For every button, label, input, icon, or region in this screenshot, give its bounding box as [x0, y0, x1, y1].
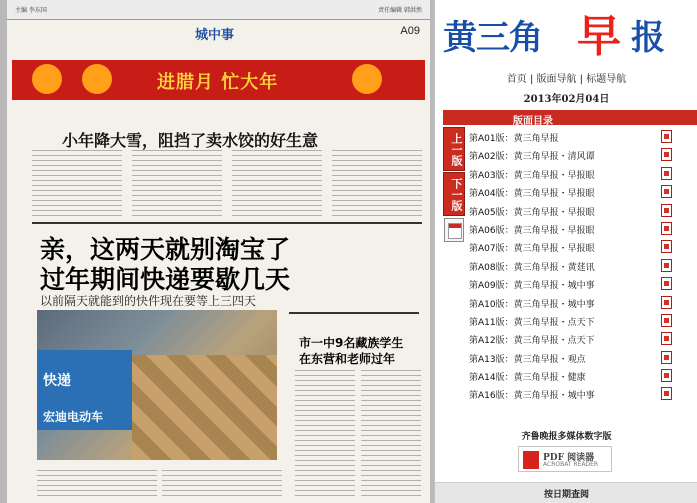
nav-separator: | [526, 74, 537, 85]
directory-list [467, 128, 697, 404]
article-2-photo [37, 310, 277, 460]
pdf-download-icon[interactable] [661, 296, 672, 309]
article-1-headline[interactable]: 小年降大雪，阻挡了卖水饺的好生意 [62, 131, 319, 150]
article-3-headline-line2[interactable]: 在东营和老师过年 [299, 352, 396, 366]
pdf-reader-button[interactable] [518, 446, 612, 472]
logo-text-part3: 报 [631, 18, 665, 58]
prev-page-button[interactable]: 上一版 [443, 127, 465, 171]
directory-item[interactable] [467, 202, 697, 220]
directory-item[interactable] [467, 312, 697, 330]
page-code: A09 [400, 25, 420, 37]
nav-title-nav-link[interactable]: 标题导航 [586, 74, 627, 85]
next-page-button[interactable]: 下一版 [443, 172, 465, 216]
pdf-download-icon[interactable] [661, 204, 672, 217]
directory-item[interactable] [467, 220, 697, 238]
nav-separator: | [576, 74, 587, 85]
directory-item[interactable] [467, 330, 697, 348]
lantern-icon [352, 64, 382, 94]
directory-item-label[interactable]: 第A07版：黄三角早报・早报眼 [469, 244, 595, 255]
directory-item[interactable] [467, 146, 697, 164]
article-1-column [332, 150, 422, 220]
site-logo[interactable] [435, 0, 697, 70]
page-thumbnail-icon[interactable] [444, 218, 464, 242]
directory-item-label[interactable]: 第A16版：黄三角早报・城中事 [469, 391, 595, 402]
directory-item-label[interactable]: 第A14版：黄三角早报・健康 [469, 373, 586, 384]
directory-item[interactable] [467, 385, 697, 403]
pdf-reader-title: PDF 阅读器 [543, 453, 595, 463]
digital-edition-label[interactable]: 齐鲁晚报多媒体数字版 [521, 432, 612, 442]
directory-item[interactable] [467, 165, 697, 183]
directory-item-label[interactable]: 第A01版：黄三角早报 [469, 134, 559, 144]
logo-text-part2: 早 [577, 11, 621, 62]
article-2-column [37, 470, 157, 500]
logo-text-part1: 黄三角 [443, 18, 542, 58]
directory-item-label[interactable]: 第A05版：黄三角早报・早报眼 [469, 207, 595, 218]
directory-item-label[interactable]: 第A04版：黄三角早报・早报眼 [469, 189, 595, 200]
paper-header [7, 24, 430, 44]
pdf-icon [523, 451, 539, 469]
directory-item[interactable] [467, 294, 697, 312]
pdf-download-icon[interactable] [661, 185, 672, 198]
article-2-headline-line2[interactable]: 过年期间快递要歇几天 [40, 265, 291, 294]
directory-item-label[interactable]: 第A13版：黄三角早报・观点 [469, 354, 586, 365]
directory-item-label[interactable]: 第A03版：黄三角早报・早报眼 [469, 170, 595, 181]
strip-right-text: 责任编辑 韩洪然 [378, 7, 422, 14]
lantern-icon [82, 64, 112, 94]
paper-top-strip [7, 0, 430, 20]
page-directory [443, 110, 697, 400]
festival-banner [12, 60, 425, 100]
article-2-subheadline: 以前隔天就能到的快件现在要等上三四天 [40, 294, 257, 308]
photo-sign-text: 快递 [43, 373, 71, 389]
directory-title: 版面目录 [513, 116, 553, 127]
directory-item-label[interactable]: 第A11版：黄三角早报・点天下 [469, 317, 595, 328]
side-panel [434, 0, 697, 503]
strip-left-text: 主编 李东国 [15, 7, 47, 14]
directory-item-label[interactable]: 第A12版：黄三角早报・点天下 [469, 336, 595, 347]
pdf-download-icon[interactable] [661, 167, 672, 180]
pdf-download-icon[interactable] [661, 240, 672, 253]
directory-item-label[interactable]: 第A06版：黄三角早报・早报眼 [469, 225, 595, 236]
section-title: 城中事 [195, 27, 235, 42]
directory-item[interactable] [467, 257, 697, 275]
pdf-download-icon[interactable] [661, 130, 672, 143]
pdf-download-icon[interactable] [661, 387, 672, 400]
article-3-column [361, 370, 421, 500]
pdf-download-icon[interactable] [661, 351, 672, 364]
pdf-download-icon[interactable] [661, 222, 672, 235]
browse-by-date[interactable]: 按日期查阅 [435, 482, 697, 503]
article-2-headline-line1[interactable]: 亲，这两天就别淘宝了 [40, 235, 291, 264]
directory-item[interactable] [467, 349, 697, 367]
article-1-column [232, 150, 322, 220]
directory-item-label[interactable]: 第A08版：黄三角早报・黄莛讯 [469, 262, 595, 273]
article-1-column [32, 150, 122, 220]
top-nav [435, 70, 697, 88]
issue-date: 2013年02月04日 [523, 94, 610, 105]
directory-item-label[interactable]: 第A09版：黄三角早报・城中事 [469, 281, 595, 292]
newspaper-page-image[interactable] [7, 20, 430, 503]
divider [32, 222, 422, 224]
directory-item[interactable] [467, 128, 697, 146]
article-3-headline-line1[interactable]: 市一中9名藏族学生 [299, 336, 404, 350]
article-1-column [132, 150, 222, 220]
nav-home-link[interactable]: 首页 [506, 74, 527, 85]
pdf-download-icon[interactable] [661, 277, 672, 290]
directory-item[interactable] [467, 238, 697, 256]
directory-item[interactable] [467, 275, 697, 293]
divider [289, 312, 419, 314]
banner-text: 进腊月 忙大年 [157, 72, 279, 93]
photo-truck-text: 宏迪电动车 [43, 410, 104, 424]
pdf-download-icon[interactable] [661, 314, 672, 327]
pdf-download-icon[interactable] [661, 369, 672, 382]
directory-item[interactable] [467, 183, 697, 201]
directory-item[interactable] [467, 367, 697, 385]
pdf-download-icon[interactable] [661, 259, 672, 272]
pdf-download-icon[interactable] [661, 148, 672, 161]
pdf-download-icon[interactable] [661, 332, 672, 345]
directory-item-label[interactable]: 第A02版：黄三角早报・清风谭 [469, 152, 595, 163]
article-3-column [295, 370, 355, 500]
pdf-reader-subtitle: ACROBAT READER [543, 461, 599, 468]
directory-item-label[interactable]: 第A10版：黄三角早报・城中事 [469, 299, 595, 310]
nav-page-nav-link[interactable]: 版面导航 [536, 74, 577, 85]
article-2-column [162, 470, 282, 500]
directory-header [443, 110, 697, 125]
parcel-pile [132, 355, 277, 460]
lantern-icon [32, 64, 62, 94]
